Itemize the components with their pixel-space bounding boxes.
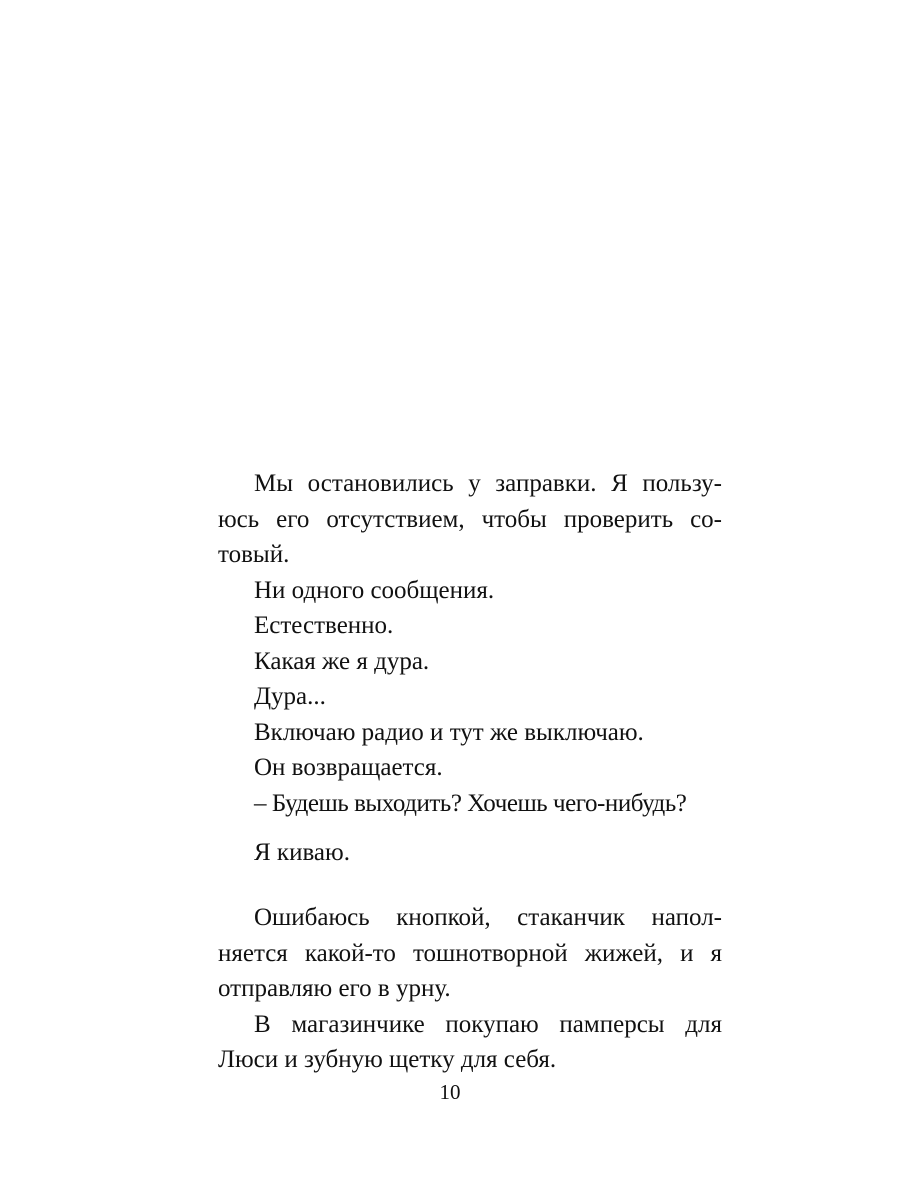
paragraph-1-line-1: Мы остановились у заправки. Я пользу- bbox=[254, 470, 722, 497]
paragraph-3: Естественно. bbox=[254, 612, 394, 639]
text-block-1 bbox=[218, 466, 722, 821]
paragraph-4: Какая же я дура. bbox=[254, 647, 430, 675]
paragraph-6: Включаю радио и тут же выключаю. bbox=[254, 718, 644, 746]
paragraph-11-line-2: Люси и зубную щетку для себя. bbox=[218, 1046, 557, 1073]
paragraph-7: Он возвращается. bbox=[254, 754, 443, 781]
paragraph-10-line-3: отправляю его в урну. bbox=[218, 975, 451, 1002]
paragraph-8-dialogue: – Будешь выходить? Хочешь чего-нибудь? bbox=[254, 789, 687, 817]
paragraph-10-line-2: няется какой-то тошнотворной жижей, и я bbox=[218, 939, 722, 967]
paragraph-1-line-2: юсь его отсутствием, чтобы проверить со- bbox=[218, 505, 722, 533]
paragraph-9: Я киваю. bbox=[254, 839, 350, 866]
text-block-2 bbox=[218, 835, 722, 871]
paragraph-2: Ни одного сообщения. bbox=[254, 576, 495, 604]
page-number: 10 bbox=[439, 1080, 461, 1104]
paragraph-11-line-1: В магазинчике покупаю памперсы для bbox=[254, 1010, 722, 1038]
paragraph-5: Дура... bbox=[254, 683, 326, 710]
paragraph-1-line-3: товый. bbox=[218, 541, 290, 568]
text-block-3 bbox=[218, 900, 722, 1078]
paragraph-10-line-1: Ошибаюсь кнопкой, стаканчик напол- bbox=[254, 904, 722, 931]
